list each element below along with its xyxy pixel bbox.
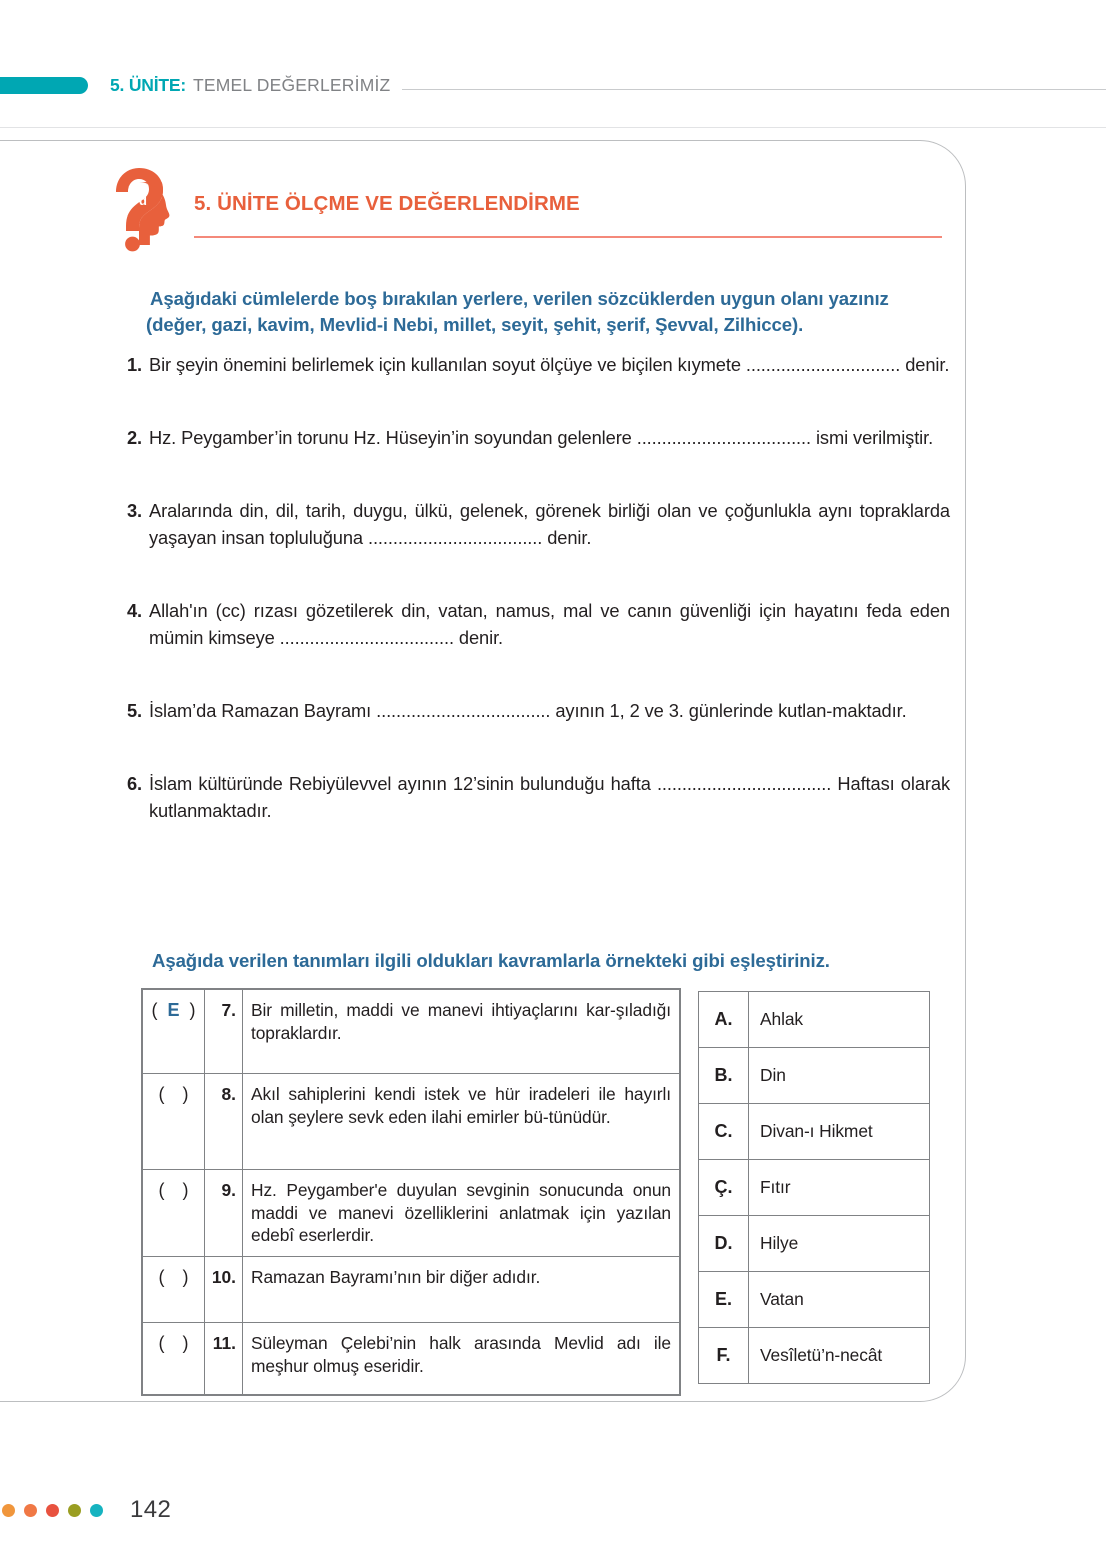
fill-in-directive-line1: Aşağıdaki cümlelerde boş bırakılan yerlere, verilen sözcüklerden uygun olanı yazınız bbox=[150, 288, 889, 309]
footer-dots bbox=[2, 1504, 103, 1517]
fill-in-directive-line2: (değer, gazi, kavim, Mevlid-i Nebi, millet, seyit, şehit, şerif, Şevval, Zilhicce). bbox=[146, 314, 804, 336]
table-row[interactable] bbox=[143, 990, 680, 1074]
definition-number: 8. bbox=[205, 1074, 243, 1170]
unit-color-tab bbox=[0, 77, 88, 94]
option-key: B. bbox=[699, 1048, 749, 1104]
option-key: A. bbox=[699, 992, 749, 1048]
list-item[interactable] bbox=[699, 1328, 930, 1384]
question-item bbox=[122, 698, 950, 725]
fill-in-question-list bbox=[122, 352, 950, 824]
footer-dot bbox=[2, 1504, 15, 1517]
fill-in-directive bbox=[146, 286, 946, 339]
question-text: Aralarında din, dil, tarih, duygu, ülkü, gelenek, görenek birliği olan ve çoğunlukla aynı topraklarda yaşayan insan topluluğuna ................................... denir. bbox=[149, 500, 950, 549]
page-number: 142 bbox=[130, 1496, 172, 1523]
question-text: Bir şeyin önemini belirlemek için kullanılan soyut ölçüye ve biçilen kıymete ............................... denir. bbox=[149, 354, 950, 375]
footer-dot bbox=[46, 1504, 59, 1517]
question-number: 2. bbox=[126, 426, 142, 448]
definition-text: Hz. Peygamber'e duyulan sevginin sonucunda onun maddi ve manevi özelliklerini anlatmak için yazılan edebî eserlerdir. bbox=[243, 1170, 680, 1257]
definition-number: 10. bbox=[205, 1256, 243, 1322]
option-value: Vatan bbox=[749, 1272, 930, 1328]
question-mark-head-abcd-icon bbox=[108, 166, 170, 252]
option-key: E. bbox=[699, 1272, 749, 1328]
option-value: Divan-ı Hikmet bbox=[749, 1104, 930, 1160]
header-rule bbox=[402, 89, 1106, 90]
question-number: 6. bbox=[126, 772, 142, 794]
answer-blank-cell[interactable]: ( ) bbox=[143, 1170, 205, 1257]
page-header bbox=[0, 68, 1106, 102]
option-value: Hilye bbox=[749, 1216, 930, 1272]
option-key: Ç. bbox=[699, 1160, 749, 1216]
definition-number: 9. bbox=[205, 1170, 243, 1257]
question-number: 4. bbox=[126, 599, 142, 621]
answer-blank-cell[interactable]: ( E ) bbox=[143, 990, 205, 1074]
option-key: F. bbox=[699, 1328, 749, 1384]
question-text: Hz. Peygamber’in torunu Hz. Hüseyin’in soyundan gelenlere ................................... ismi verilmiştir. bbox=[149, 426, 934, 448]
definition-number: 7. bbox=[205, 990, 243, 1074]
definition-text: Ramazan Bayramı’nın bir diğer adıdır. bbox=[243, 1256, 680, 1322]
table-row[interactable] bbox=[143, 1074, 680, 1170]
footer-dot bbox=[90, 1504, 103, 1517]
svg-text:d: d bbox=[139, 193, 147, 208]
option-value: Din bbox=[749, 1048, 930, 1104]
option-key: C. bbox=[699, 1104, 749, 1160]
section-title: 5. ÜNİTE ÖLÇME VE DEĞERLENDİRME bbox=[194, 192, 580, 215]
header-unit-label: 5. ÜNİTE: bbox=[110, 74, 186, 95]
question-item bbox=[122, 352, 950, 379]
question-item bbox=[122, 771, 950, 824]
question-number: 1. bbox=[126, 354, 142, 375]
footer-dot bbox=[24, 1504, 37, 1517]
list-item[interactable] bbox=[699, 1104, 930, 1160]
list-item[interactable] bbox=[699, 1216, 930, 1272]
definition-text: Akıl sahiplerini kendi istek ve hür iradeleri ile hayırlı olan şeylere sevk eden ilahi emirler bü-tünüdür. bbox=[243, 1074, 680, 1170]
table-row[interactable] bbox=[143, 1170, 680, 1257]
list-item[interactable] bbox=[699, 1048, 930, 1104]
list-item[interactable] bbox=[699, 1272, 930, 1328]
svg-text:c: c bbox=[130, 193, 138, 208]
top-divider bbox=[0, 127, 1106, 128]
question-text: İslam kültüründe Rebiyülevvel ayının 12’sinin bulunduğu hafta ................................... Haftası olarak kutlanmaktadır. bbox=[149, 772, 950, 821]
svg-text:b: b bbox=[137, 180, 146, 195]
answer-blank-cell[interactable]: ( ) bbox=[143, 1256, 205, 1322]
question-text: İslam’da Ramazan Bayramı ................................... ayının 1, 2 ve 3. günlerinde kutlan-maktadır. bbox=[149, 700, 907, 722]
definition-text: Bir milletin, maddi ve manevi ihtiyaçlarını kar-şıladığı topraklardır. bbox=[243, 990, 680, 1074]
table-row[interactable] bbox=[143, 1256, 680, 1322]
option-value: Fıtır bbox=[749, 1160, 930, 1216]
question-item bbox=[122, 598, 950, 651]
page-footer bbox=[0, 1490, 300, 1530]
question-number: 3. bbox=[126, 500, 142, 522]
list-item[interactable] bbox=[699, 1160, 930, 1216]
definition-text: Süleyman Çelebi’nin halk arasında Mevlid adı ile meşhur olmuş eseridir. bbox=[243, 1322, 680, 1394]
definition-number: 11. bbox=[205, 1322, 243, 1394]
list-item[interactable] bbox=[699, 992, 930, 1048]
section-header bbox=[108, 162, 948, 252]
footer-dot bbox=[68, 1504, 81, 1517]
question-text: Allah'ın (cc) rızası gözetilerek din, vatan, namus, mal ve canın güvenliği için hayatını feda eden mümin kimseye ................................... denir. bbox=[149, 599, 950, 648]
table-row[interactable] bbox=[143, 1322, 680, 1394]
answer-letter: E bbox=[167, 1000, 180, 1020]
svg-text:a: a bbox=[128, 180, 136, 195]
header-topic-label: TEMEL DEĞERLERİMİZ bbox=[193, 74, 391, 95]
option-value: Vesîletü’n-necât bbox=[749, 1328, 930, 1384]
option-key: D. bbox=[699, 1216, 749, 1272]
section-title-underline bbox=[194, 236, 942, 238]
matching-definitions-table bbox=[141, 988, 681, 1396]
answer-blank-cell[interactable]: ( ) bbox=[143, 1074, 205, 1170]
question-number: 5. bbox=[126, 700, 142, 722]
matching-directive: Aşağıda verilen tanımları ilgili oldukları kavramlarla örnekteki gibi eşleştiriniz. bbox=[152, 950, 830, 971]
question-item bbox=[122, 425, 950, 452]
matching-options-table bbox=[698, 991, 930, 1384]
answer-blank-cell[interactable]: ( ) bbox=[143, 1322, 205, 1394]
option-value: Ahlak bbox=[749, 992, 930, 1048]
question-item bbox=[122, 498, 950, 551]
